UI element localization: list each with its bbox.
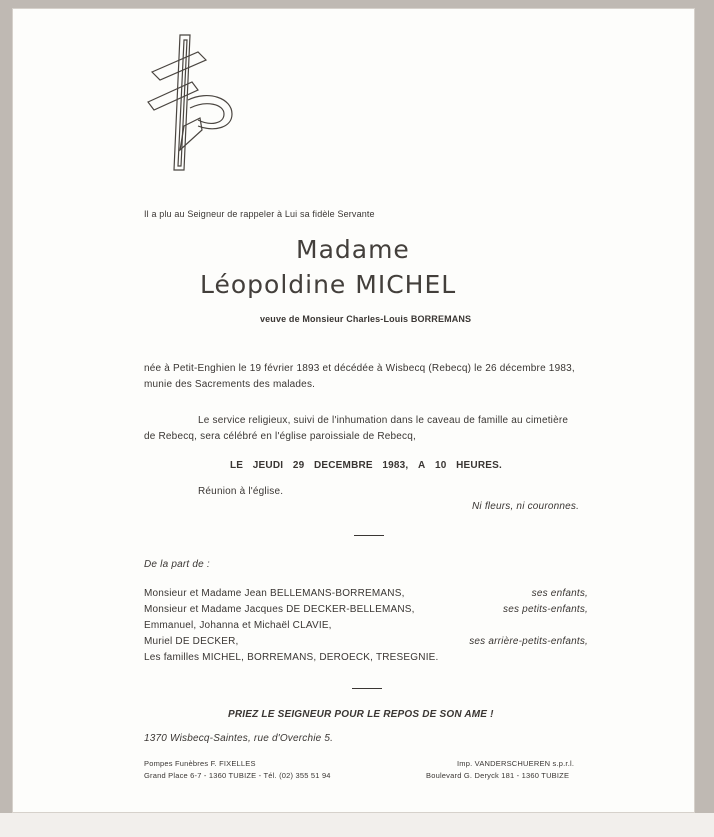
date-word: 10 xyxy=(435,460,447,471)
service-date xyxy=(230,460,502,471)
family-row-name: Emmanuel, Johanna et Michaël CLAVIE, xyxy=(144,620,332,631)
birth-death-line-2: munie des Sacrements des malades. xyxy=(144,379,316,390)
birth-death-line-1: née à Petit-Enghien le 19 février 1893 et décédée à Wisbecq (Rebecq) le 26 décembre 1983, xyxy=(144,363,575,374)
family-row-name: Les familles MICHEL, BORREMANS, DEROECK, TRESEGNIE. xyxy=(144,652,439,663)
family-row-name: Muriel DE DECKER, xyxy=(144,636,239,647)
deceased-name: Léopoldine MICHEL xyxy=(200,270,457,299)
divider xyxy=(354,535,384,536)
intro-text: Il a plu au Seigneur de rappeler à Lui sa fidèle Servante xyxy=(144,209,375,219)
date-word: JEUDI xyxy=(252,460,284,471)
service-line-1: Le service religieux, suivi de l'inhumation dans le caveau de famille au cimetière xyxy=(198,415,569,426)
service-line-2: de Rebecq, sera célébré en l'église paroissiale de Rebecq, xyxy=(144,431,417,442)
title-madame: Madame xyxy=(296,235,410,264)
family-row-relation: ses enfants, xyxy=(531,588,588,599)
date-word: 29 xyxy=(292,460,305,471)
widow-of-line: veuve de Monsieur Charles-Louis BORREMANS xyxy=(260,314,472,324)
funeral-home-line-2: Grand Place 6-7 - 1360 TUBIZE - Tél. (02) 355 51 94 xyxy=(144,771,331,780)
printer-line-1: Imp. VANDERSCHUEREN s.p.r.l. xyxy=(457,759,575,768)
printer-line-2: Boulevard G. Deryck 181 - 1360 TUBIZE xyxy=(426,771,570,780)
funeral-notice-card xyxy=(12,8,695,813)
date-word: DECEMBRE xyxy=(313,460,373,471)
date-word: HEURES. xyxy=(456,460,502,471)
date-word: A xyxy=(418,460,426,471)
meeting-line: Réunion à l'église. xyxy=(198,486,284,497)
funeral-home-line-1: Pompes Funèbres F. FIXELLES xyxy=(144,759,256,768)
from-label: De la part de : xyxy=(144,559,210,570)
family-row-relation: ses petits-enfants, xyxy=(503,604,588,615)
prayer-line: PRIEZ LE SEIGNEUR POUR LE REPOS DE SON AME ! xyxy=(228,709,494,720)
address-line: 1370 Wisbecq-Saintes, rue d'Overchie 5. xyxy=(144,733,334,744)
family-row-name: Monsieur et Madame Jacques DE DECKER-BELLEMANS, xyxy=(144,604,415,615)
no-flowers-line: Ni fleurs, ni couronnes. xyxy=(472,501,580,512)
date-word: LE xyxy=(230,460,244,471)
divider xyxy=(352,688,382,689)
family-row-name: Monsieur et Madame Jean BELLEMANS-BORREMANS, xyxy=(144,588,405,599)
family-row-relation: ses arrière-petits-enfants, xyxy=(469,636,588,647)
cross-logo-icon xyxy=(140,30,240,180)
date-word: 1983, xyxy=(382,460,409,471)
background-surface xyxy=(0,813,714,837)
